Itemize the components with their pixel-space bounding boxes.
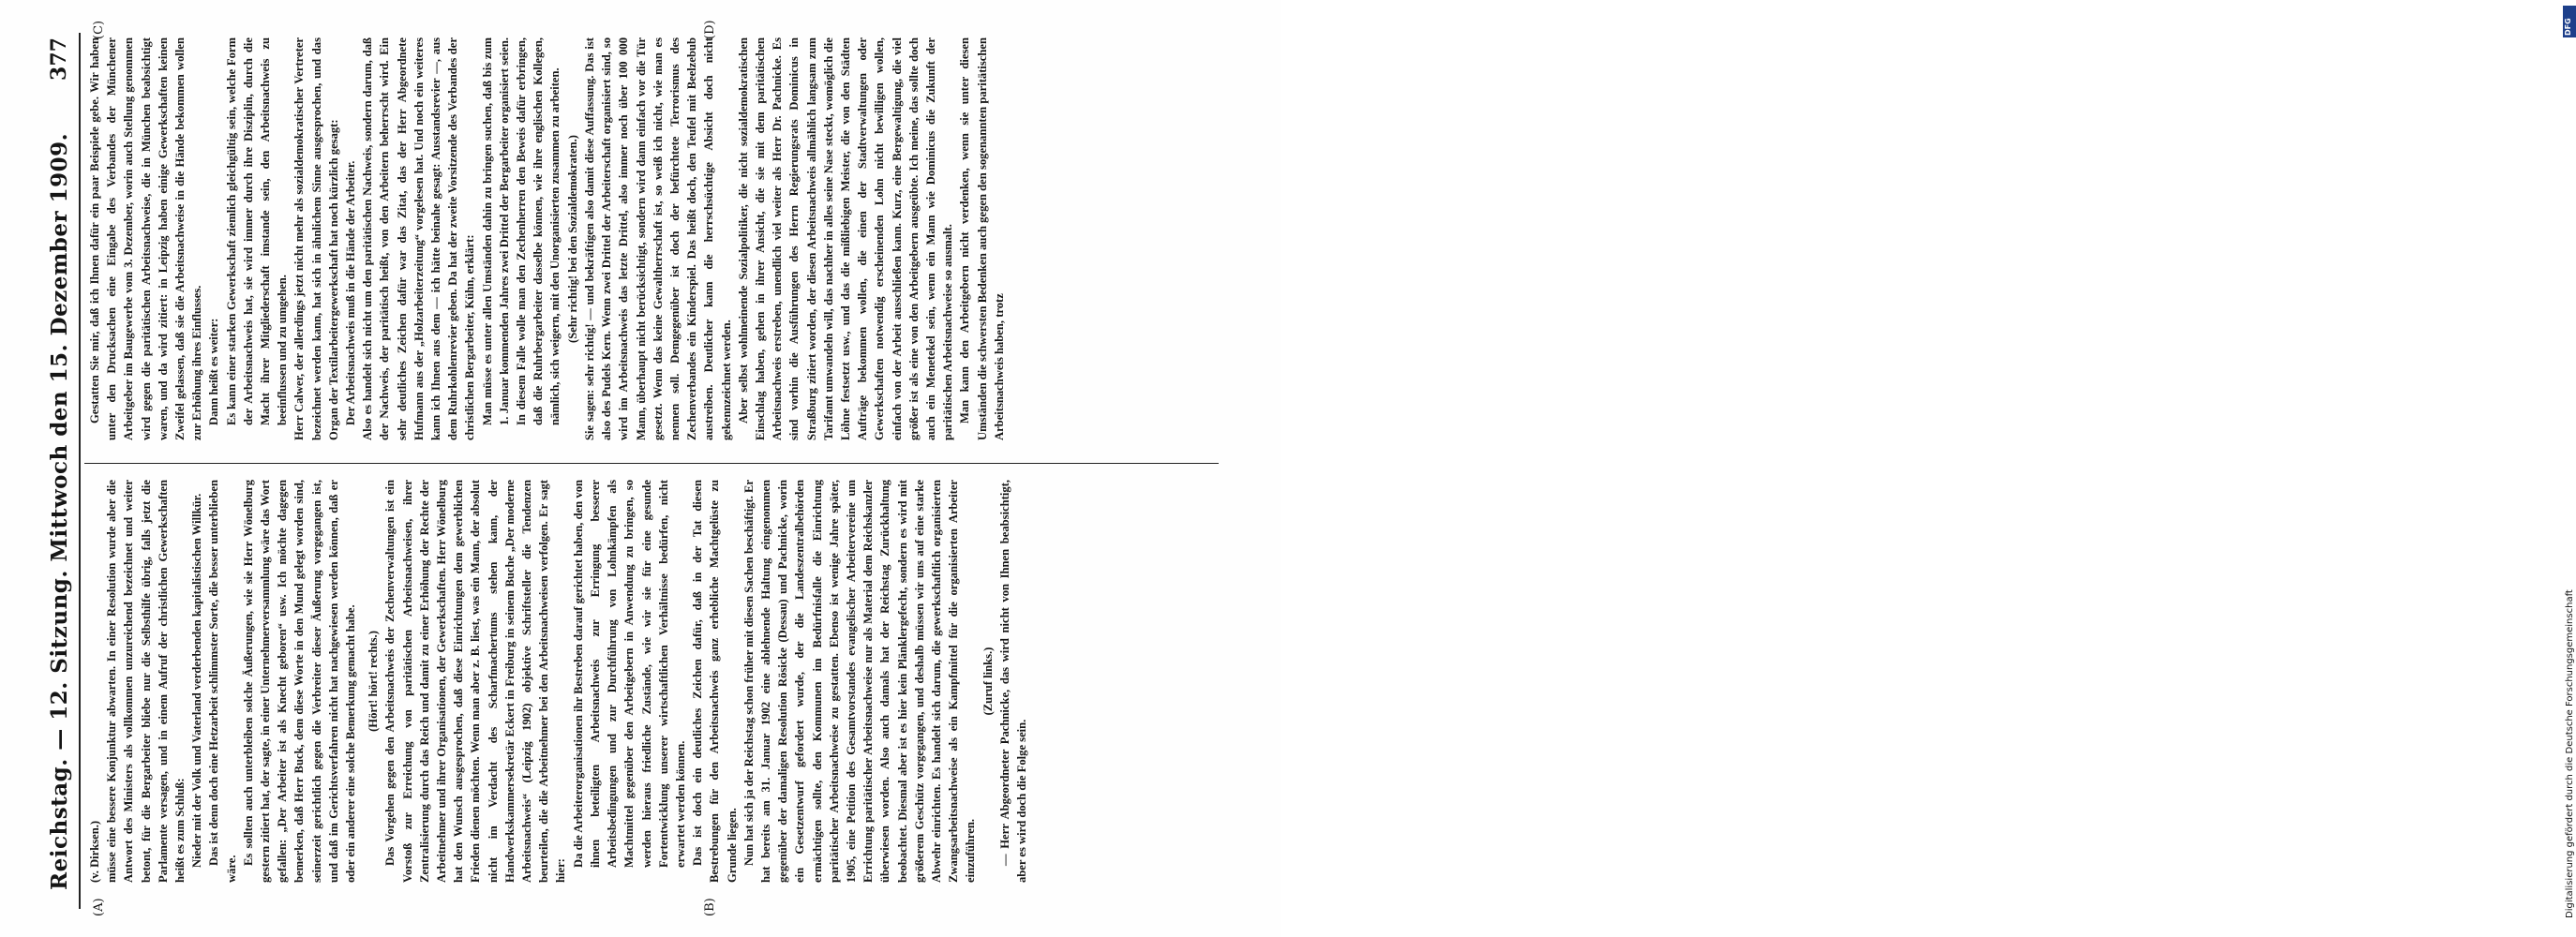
quotation: Es kann einer starken Gewerkschaft ziemlich gleichgültig sein, welche Form der Arbeitsnachweis hat, sie wird immer durch ihre Disziplin, durch die Macht ihrer Mitgliederschaft imstande sein, den Arbeitsnachweis zu beeinflussen und zu umgehen. bbox=[224, 37, 290, 425]
quotation: Da die Arbeiterorganisationen ihr Bestreben darauf gerichtet haben, den von ihnen beteiligten Arbeitsnachweis zur Erringung besserer Arbeitsbedingungen und zur Durchführung von Lohnkämpfen als Machtmittel gegenüber den Arbeitgebern in Anwendung zu bringen, so werden hieraus friedliche Zustände, wie wir sie für eine gesunde Fortentwicklung unserer wirtschaftlichen Verhältnisse bedürfen, nicht erwartet werden können. bbox=[571, 480, 687, 868]
page-number: 377 bbox=[47, 37, 71, 81]
credit-text: Digitalisierung gefördert durch die Deutsche Forschungsgemeinschaft bbox=[2565, 589, 2575, 918]
paragraph: Es sollten auch unterbleiben solche Äußerungen, wie sie Herr Wönelburg gestern zitiert hat, der sagte, in einer Unternehmerversammlung wäre das Wort gefallen: „Der Arbeiter ist als Knecht geboren“ usw. Ich möchte dagegen bemerken, daß Herr Buck, dem diese Worte in den Mund gelegt worden sind, seinerzeit gerichtlich gegen die Verbreiter dieser Äußerung vorgegangen ist, und daß im Gerichtsverfahren nicht hat nachgewiesen werden können, daß er oder ein anderer eine solche Bemerkung gemacht habe. bbox=[241, 480, 358, 883]
speaker-note: (v. Dirksen.) bbox=[88, 820, 101, 883]
header-rule bbox=[79, 33, 81, 909]
header-title: Reichstag. — 12. Sitzung. Mittwoch den 15. Dezember 1909. bbox=[47, 132, 72, 890]
paragraph: Nun hat sich ja der Reichstag schon früher mit diesen Sachen beschäftigt. Er hat bereits am 31. Januar 1902 eine ablehnende Haltung eingenommen gegenüber der damaligen Resolution Rösicke (Dessau) und Pachnicke, worin ein Gesetzentwurf gefordert wurde, der die Landeszentralbehörden ermächtigen sollte, den Kommunen im Bedürfnisfalle die Einrichtung paritätischer Arbeitsnachweise zu gestatten. Ebenso ist wenige Jahre später, 1905, eine Petition des Gesamtvorstandes evangelischer Arbeitervereine um Errichtung paritätischer Arbeitsnachweise nur als Material dem Reichskanzler überwiesen worden. Also auch damals hat der Reichstag Zurückhaltung beobachtet. Diesmal aber ist es hier kein Plänklergefecht, sondern es wird mit größerem Geschütz vorgegangen, und deshalb müssen wir uns auf eine starke Abwehr einrichten. Es handelt sich darum, die gewerkschaftlich organisierten Zwangsarbeitsnachweise als ein Kampfmittel für die organisierten Arbeiter einzuführen. bbox=[741, 480, 978, 883]
running-header bbox=[37, 37, 75, 890]
right-column bbox=[86, 37, 1008, 440]
credit-line bbox=[2565, 581, 2576, 918]
paragraph: — Herr Abgeordneter Pachnicke, das wird nicht von Ihnen beabsichtigt, aber es wird doch die Folge sein. bbox=[997, 480, 1028, 883]
paragraph: Aber selbst wohlmeinende Sozialpolitiker, die nicht sozialdemokratischen Einschlag haben, gehen in ihrer Ansicht, die sie mit dem paritätischen Arbeitsnachweis erstreben, unendlich viel weiter als Herr Dr. Pachnicke. Es sind vorhin die Ausführungen des Herrn Regierungsrats Dominicus in Straßburg zitiert worden, der diesen Arbeitsnachweis allmählich langsam zum Tarifamt umwandeln will, das nachher in alles seine Nase steckt, womöglich die Löhne festsetzt usw., und das die mißliebigen Meister, die von den Städten Aufträge bekommen wollen, die einen der Stadtverwaltungen oder Gewerkschaften notwendig erscheinenden Lohn nicht bewilligen wollen, einfach von der Arbeit ausschließen kann. Kurz, eine Bergewaltigung, die viel größer ist als eine von den Arbeitgebern ausgeübte. Ich meine, das sollte doch auch ein Menetekel sein, wenn ein Mann wie Dominicus die Zukunft der paritätischen Arbeitsnachweise so ausmalt. bbox=[736, 37, 955, 440]
dfg-logo bbox=[2563, 6, 2576, 37]
paragraph: Gestatten Sie mir, daß ich Ihnen dafür ein paar Beispiele gebe. Wir haben unter den Drucksachen eine Eingabe des Verbandes der Münchener Arbeitgeber im Baugewerbe vom 3. Dezember, worin auch Stellung genommen wird gegen die paritätischen Arbeitsnachweise, die in München beabsichtigt waren, und da wird zitiert: in Leipzig haben einige Gewerkschaften keinen Zweifel gelassen, daß sie die Arbeitsnachweise in die Hände bekommen wollen zur Erhöhung ihres Einflusses. bbox=[88, 37, 204, 440]
quotation: Dann heißt es weiter: bbox=[207, 318, 221, 425]
margin-letter-d: (D) bbox=[703, 20, 717, 39]
paragraph: Also es handelt sich nicht um den paritätischen Nachweis, sondern darum, daß der Nachweis, der paritätisch heißt, von den Arbeitern beherrscht wird. Ein sehr deutliches Zeichen dafür war das Zitat, das der Herr Abgeordnete Hufmann aus der „Holzarbeiterzeitung“ vorgelesen hat. Und noch ein weiteres kann ich Ihnen aus dem — ich hätte beinahe gesagt: Ausstandsrevier —, aus dem Ruhrkohlenrevier geben. Da hat der zweite Vorsitzende des Verbandes der christlichen Bergarbeiter, Kühn, erklärt: bbox=[361, 37, 477, 440]
paragraph: Sie sagen: sehr richtig! — und bekräftigen also damit diese Auffassung. Das ist also des Pudels Kern. Wenn zwei Drittel der Arbeiterschaft organisiert sind, so wird im Arbeitsnachweis das letzte Drittel, also immer noch über 100 000 Mann, überhaupt nicht berücksichtigt, sondern wird dann einfach vor die Tür gesetzt. Wenn das keine Gewaltherrschaft ist, so weiß ich nicht, wie man es nennen soll. Demgegenüber ist doch der befürchtete Terrorismus des Zechenverbandes ein Kinderspiel. Das heißt doch, den Teufel mit Beelzebub austreiben. Deutlicher kann die herrschsüchtige Absicht doch nicht gekennzeichnet werden. bbox=[582, 37, 733, 440]
margin-letter-b: (B) bbox=[703, 898, 717, 916]
quotation: Der Arbeitsnachweis muß in die Hände der Arbeiter. bbox=[344, 160, 358, 425]
left-column bbox=[86, 480, 1030, 883]
paragraph: Man kann den Arbeitgebern nicht verdenken, wenn sie unter diesen Umständen die schwersten Bedenken auch gegen den sogenannten paritätischen Arbeitsnachweis haben, trotz bbox=[958, 37, 1006, 440]
margin-letter-a: (A) bbox=[92, 898, 106, 916]
interjection: (Sehr richtig! bei den Sozialdemokraten.) bbox=[565, 135, 579, 343]
column-divider bbox=[84, 463, 1219, 464]
paragraph: Das ist doch ein deutliches Zeichen dafür, daß in der Tat diesen Bestrebungen für den Arbeitsnachweis ganz erhebliche Machtgelüste zu Grunde liegen. bbox=[691, 480, 739, 883]
paragraph: Das Vorgehen gegen den Arbeitsnachweis der Zechenverwaltungen ist ein Vorstoß zur Erreichung von paritätischen Arbeitsnachweisen, ihrer Zentralisierung durch das Reich und damit zu einer Erhöhung der Rechte der Arbeitnehmer und ihrer Organisationen, der Gewerkschaften. Herr Wönelburg hat den Wunsch ausgesprochen, daß diese Einrichtungen dem gewerblichen Frieden dienen möchten. Wenn man aber z. B. liest, was ein Mann, der absolut nicht im Verdacht des Scharfmachertums stehen kann, der Handwerkskammersekretär Eckert in Freiburg in seinem Buche „Der moderne Arbeitsnachweis“ (Leipzig 1902) objektive Schriftsteller die Tendenzen beurteilen, die die Arbeitnehmer bei den Arbeitsnachweisen verfolgen. Er sagt hier: bbox=[383, 480, 568, 883]
paragraph: Das ist denn doch eine Hetzarbeit schlimmster Sorte, die besser unterblieben wäre. bbox=[207, 480, 238, 883]
digitization-sidebar bbox=[1281, 0, 2575, 937]
quotation: Man müsse es unter allen Umständen dahin zu bringen suchen, daß bis zum 1. Januar kommenden Jahres zwei Drittel der Bergarbeiter organisiert seien. In diesem Falle wolle man den Zechenherren den Beweis dafür erbringen, daß die Ruhrbergarbeiter dasselbe können, wie ihre englischen Kollegen, nämlich, sich weigern, mit den Unorganisierten zusammen zu arbeiten. bbox=[480, 37, 562, 425]
margin-letter-c: (C) bbox=[92, 20, 106, 39]
dfg-logo-text: DFG bbox=[2564, 18, 2572, 36]
interjection: (Hört! hört! rechts.) bbox=[367, 631, 381, 732]
paragraph: müsse eine bessere Konjunktur abwarten. In einer Resolution wurde aber die Antwort des Ministers als vollkommen unzureichend bezeichnet und weiter betont, für die Bergarbeiter bliebe nur die Selbsthilfe übrig, falls jetzt die Parlamente versagen, und in einem Aufruf der christlichen Gewerkschaften heißt es zum Schluß: bbox=[105, 480, 187, 883]
quotation: Nieder mit der Volk und Vaterland verderbenden kapitalistischen Willkür. bbox=[190, 493, 204, 868]
paragraph: Herr Calwer, der allerdings jetzt nicht mehr als sozialdemokratischer Vertreter bezeichnet werden kann, hat sich in ähnlichem Sinne ausgesprochen, und das Organ der Textilarbeitergewerkschaft hat noch kürzlich gesagt: bbox=[292, 37, 340, 440]
interjection: (Zuruf links.) bbox=[981, 647, 995, 716]
